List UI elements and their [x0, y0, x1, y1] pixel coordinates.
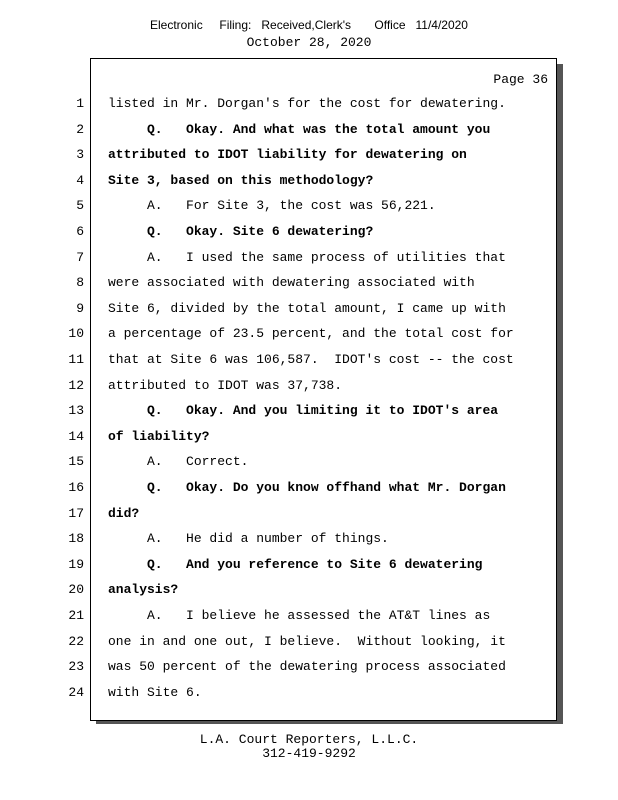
line-number: 2: [76, 121, 84, 137]
line-text: Q. Okay. And what was the total amount you: [108, 121, 491, 137]
line-text: did?: [108, 505, 140, 521]
transcript-line: [0, 300, 618, 326]
line-number: 17: [68, 505, 84, 521]
line-text: of liability?: [108, 428, 210, 444]
page-number: Page 36: [493, 72, 548, 87]
line-number: 14: [68, 428, 84, 444]
line-text: one in and one out, I believe. Without looking, it: [108, 633, 506, 649]
line-number: 20: [68, 582, 84, 598]
line-number: 18: [68, 531, 84, 547]
transcript-line: [0, 684, 618, 710]
line-text: Site 3, based on this methodology?: [108, 172, 374, 188]
line-number: 16: [68, 480, 84, 495]
transcript-line: [0, 453, 618, 479]
reporter-company: L.A. Court Reporters, L.L.C.: [199, 732, 419, 747]
line-text: analysis?: [108, 582, 179, 598]
line-text: A. I used the same process of utilities that: [108, 249, 506, 265]
line-number: 8: [76, 275, 84, 291]
transcript-line: [0, 658, 618, 684]
line-text: Q. Okay. And you limiting it to IDOT's area: [108, 403, 499, 419]
line-text: attributed to IDOT was 37,738.: [108, 377, 343, 393]
transcript-line: [0, 146, 618, 172]
line-number: 15: [68, 454, 84, 470]
line-text: A. He did a number of things.: [108, 531, 389, 547]
line-text: Q. And you reference to Site 6 dewatering: [108, 556, 483, 572]
line-text: A. Correct.: [108, 454, 249, 470]
line-number: 7: [76, 249, 84, 265]
line-number: 3: [76, 147, 84, 163]
line-number: 23: [68, 659, 84, 675]
line-number: 10: [68, 326, 84, 342]
transcript-date: October 28, 2020: [246, 35, 372, 50]
line-text: a percentage of 23.5 percent, and the total cost for: [108, 326, 514, 342]
line-text: was 50 percent of the dewatering process associated: [108, 659, 506, 675]
transcript-line: [0, 479, 618, 505]
line-text: were associated with dewatering associated with: [108, 275, 475, 291]
transcript-line: [0, 197, 618, 223]
transcript-line: [0, 402, 618, 428]
transcript-line: [0, 223, 618, 249]
line-text: with Site 6.: [108, 684, 202, 700]
line-number: 11: [68, 352, 84, 367]
line-text: attributed to IDOT liability for dewatering on: [108, 147, 467, 163]
line-number: 5: [76, 198, 84, 214]
transcript-line: [0, 428, 618, 454]
line-text: that at Site 6 was 106,587. IDOT's cost -- the cost: [108, 352, 514, 367]
line-text: listed in Mr. Dorgan's for the cost for dewatering.: [108, 96, 506, 111]
transcript-line: [0, 607, 618, 633]
line-text: Q. Okay. Do you know offhand what Mr. Dorgan: [108, 480, 506, 495]
line-text: Site 6, divided by the total amount, I came up with: [108, 300, 506, 316]
transcript-line: [0, 530, 618, 556]
transcript-line: [0, 325, 618, 351]
line-number: 1: [76, 96, 84, 111]
line-number: 9: [76, 300, 84, 316]
transcript-line: [0, 172, 618, 198]
line-number: 13: [68, 403, 84, 419]
transcript-line: [0, 377, 618, 403]
line-number: 24: [68, 684, 84, 700]
line-number: 21: [68, 608, 84, 623]
line-number: 19: [68, 556, 84, 572]
line-number: 12: [68, 377, 84, 393]
transcript-line: [0, 249, 618, 275]
line-number: 6: [76, 224, 84, 239]
line-text: A. I believe he assessed the AT&T lines as: [108, 608, 491, 623]
transcript-line: [0, 633, 618, 659]
transcript-line: [0, 274, 618, 300]
transcript-line: [0, 351, 618, 377]
filing-stamp: Electronic Filing: Received,Clerk's Office 11/4/2020: [150, 18, 468, 32]
line-text: A. For Site 3, the cost was 56,221.: [108, 198, 436, 214]
line-number: 22: [68, 633, 84, 649]
transcript-line: [0, 505, 618, 531]
transcript-line: [0, 95, 618, 121]
line-text: Q. Okay. Site 6 dewatering?: [108, 224, 374, 239]
transcript-line: [0, 556, 618, 582]
transcript-line: [0, 581, 618, 607]
reporter-phone: 312-419-9292: [262, 746, 356, 761]
line-number: 4: [76, 172, 84, 188]
transcript-line: [0, 121, 618, 147]
